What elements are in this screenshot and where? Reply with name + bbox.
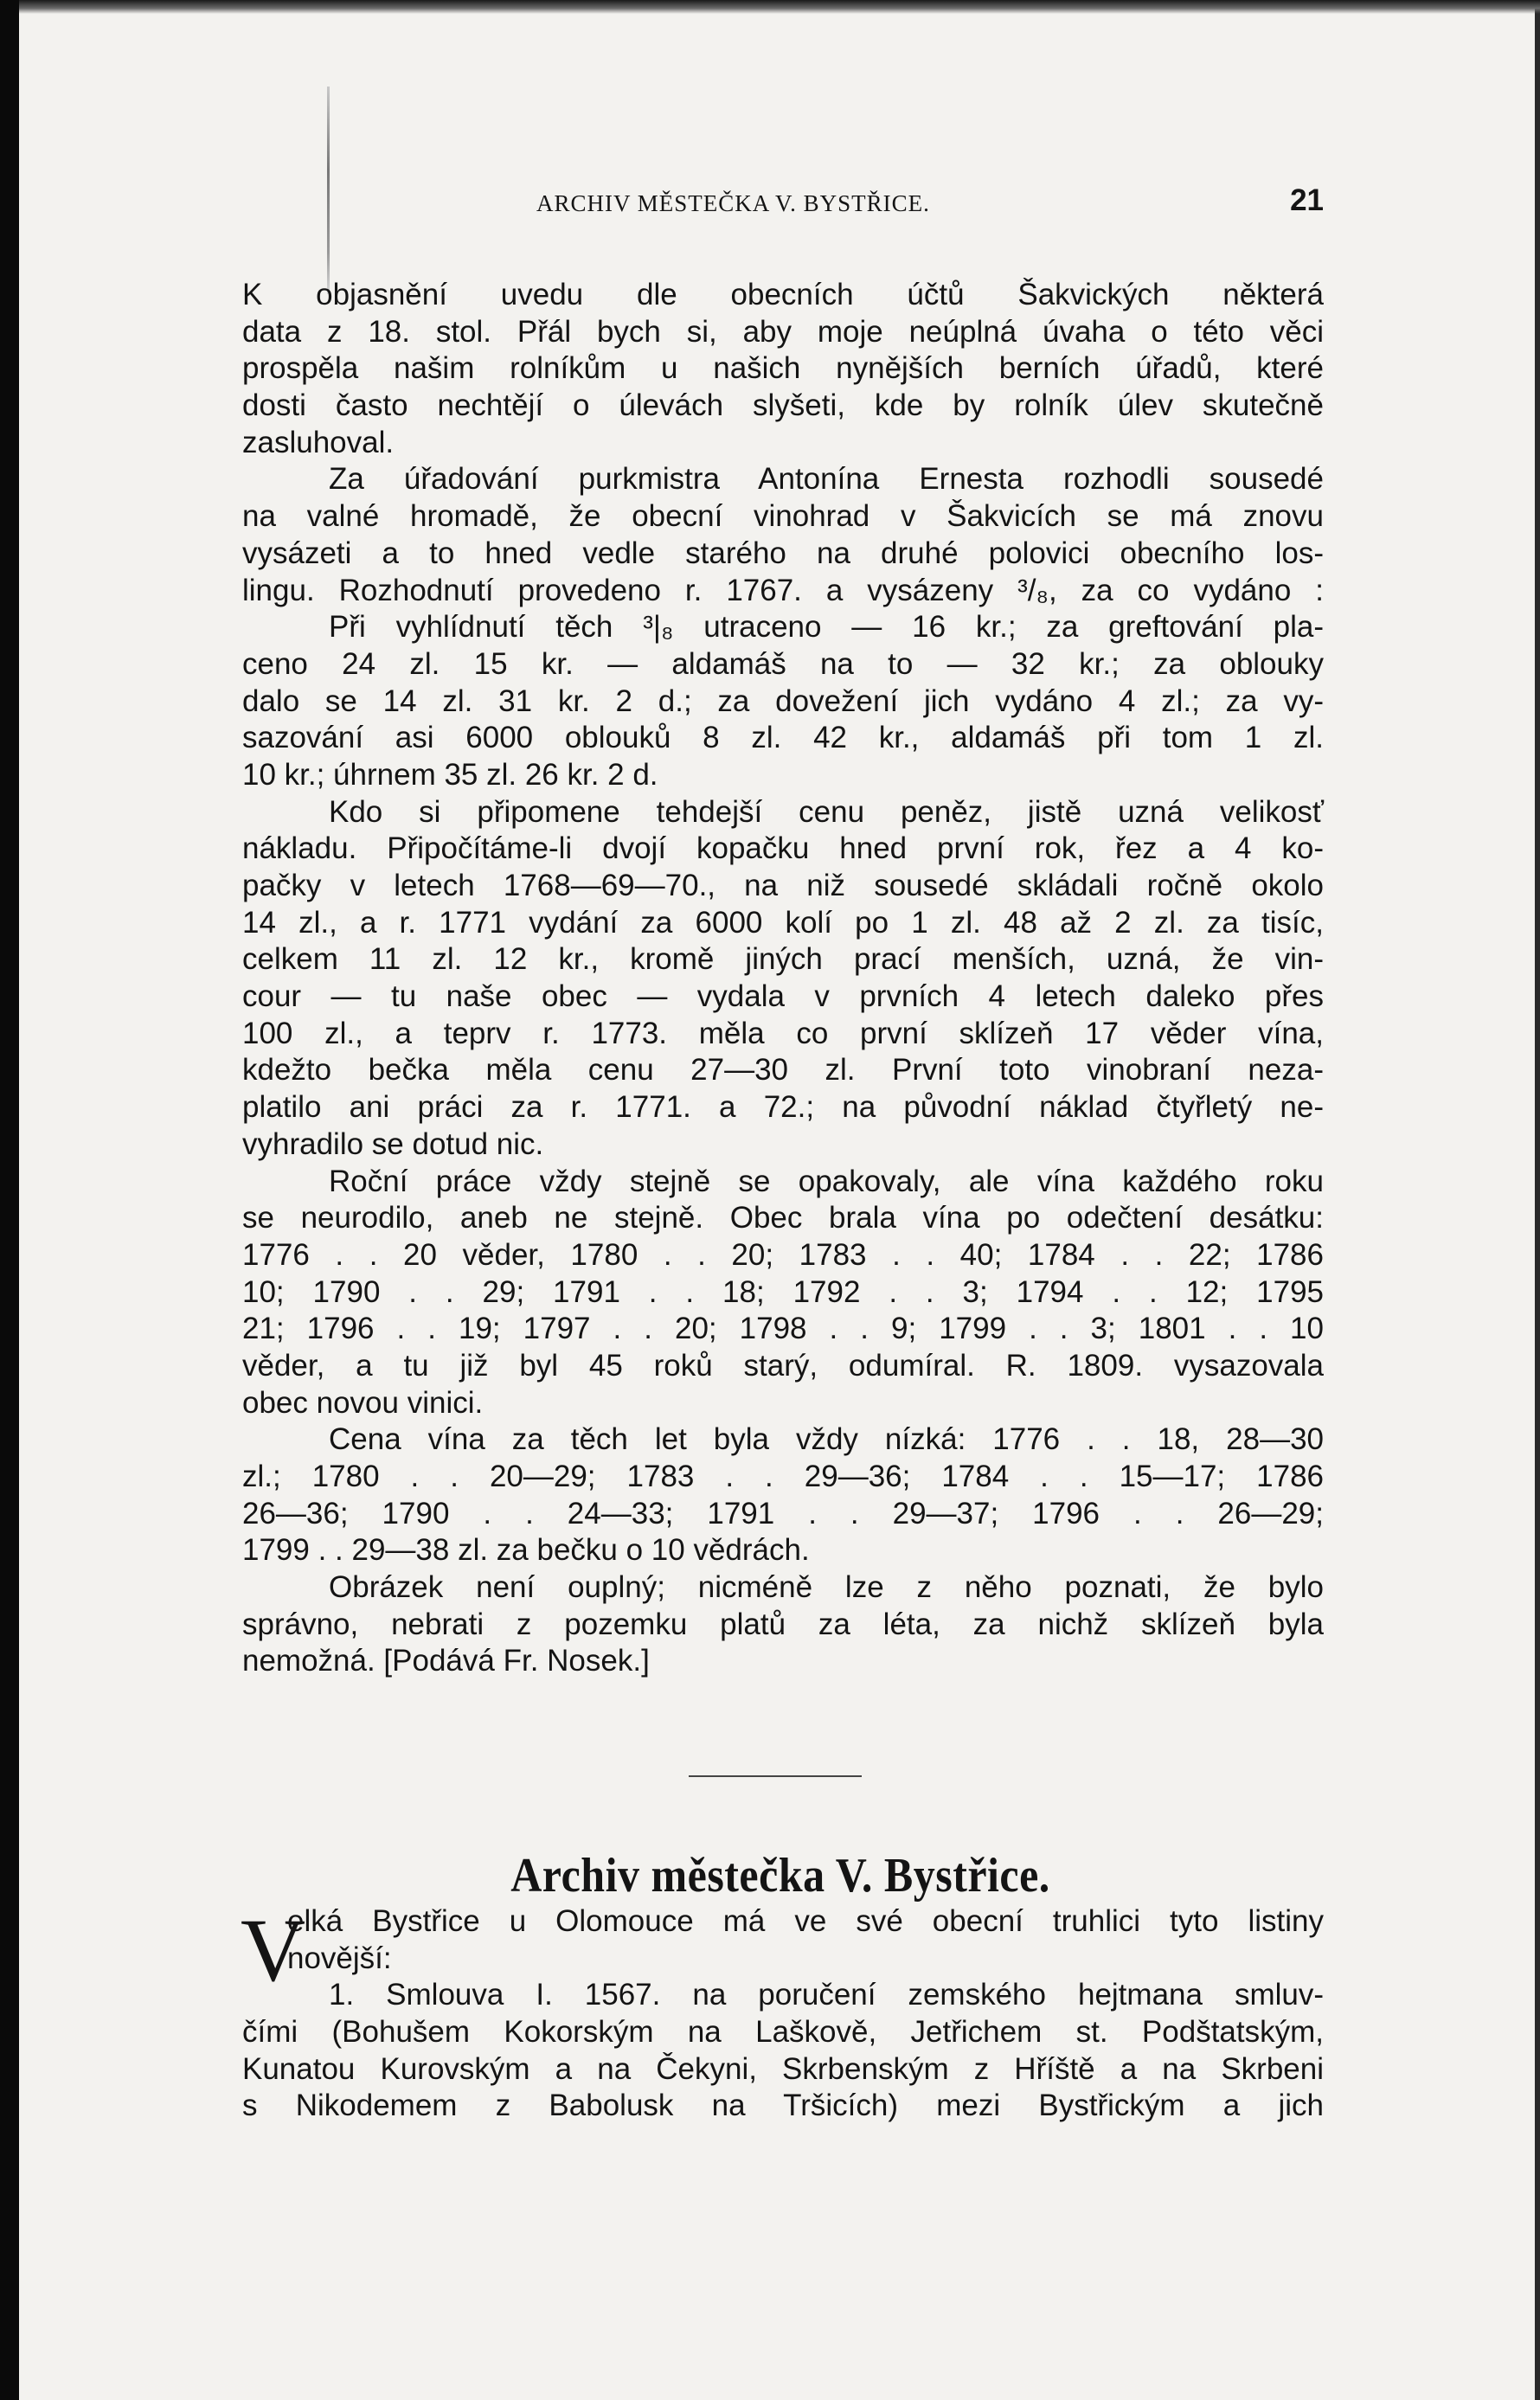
text-line: celkem 11 zl. 12 kr., kromě jiných prací menších, uzná, že vin- xyxy=(242,942,1324,977)
text-line: dalo se 14 zl. 31 kr. 2 d.; za dovežení jich vydáno 4 zl.; za vy- xyxy=(242,683,1324,718)
text-line: 100 zl., a teprv r. 1773. měla co první sklízeň 17 věder vína, xyxy=(242,1016,1324,1050)
text-line: Kunatou Kurovským a na Čekyni, Skrbenským z Hříště a na Skrbeni xyxy=(242,2051,1324,2086)
text-line: správno, nebrati z pozemku platů za léta, za nichž sklízeň byla xyxy=(242,1607,1324,1641)
text-line: 1. Smlouva I. 1567. na poručení zemského hejtmana smluv- xyxy=(329,1978,1324,2012)
text-line: prospěla našim rolníkům u našich nynějších berních úřadů, které xyxy=(242,351,1324,386)
text-line: 21; 1796 . . 19; 1797 . . 20; 1798 . . 9; 1799 . . 3; 1801 . . 10 xyxy=(242,1312,1324,1346)
text-line: čími (Bohušem Kokorským na Laškově, Jetřichem st. Podštatským, xyxy=(242,2015,1324,2050)
text-line: zasluhoval. xyxy=(242,425,395,459)
drop-cap: V xyxy=(241,1901,306,2000)
text-line: 10; 1790 . . 29; 1791 . . 18; 1792 . . 3; 1794 . . 12; 1795 xyxy=(242,1274,1324,1309)
body-text xyxy=(242,277,1324,1680)
text-line: ceno 24 zl. 15 kr. — aldamáš na to — 32 kr.; za oblouky xyxy=(242,646,1324,681)
text-line: lingu. Rozhodnutí provedeno r. 1767. a vysázeny ³/₈, za co vydáno : xyxy=(242,573,1324,607)
text-line: novější: xyxy=(287,1941,392,1975)
text-line: Při vyhlídnutí těch ³|₈ utraceno — 16 kr.; za greftování pla- xyxy=(329,610,1324,645)
scan-edge xyxy=(19,0,1540,14)
text-line: 1799 . . 29—38 zl. za bečku o 10 vědrách. xyxy=(242,1533,810,1568)
text-line: elká Bystřice u Olomouce má ve své obecní truhlici tyto listiny xyxy=(287,1904,1324,1938)
text-line: Kdo si připomene tehdejší cenu peněz, jistě uzná velikosť xyxy=(329,794,1324,829)
page-number: 21 xyxy=(1290,183,1324,217)
text-line: 10 kr.; úhrnem 35 zl. 26 kr. 2 d. xyxy=(242,757,658,792)
text-line: 14 zl., a r. 1771 vydání za 6000 kolí po 1 zl. 48 až 2 zl. za tisíc, xyxy=(242,905,1324,940)
text-line: zl.; 1780 . . 20—29; 1783 . . 29—36; 1784 . . 15—17; 1786 xyxy=(242,1460,1324,1493)
text-line: sazování asi 6000 oblouků 8 zl. 42 kr., aldamáš při tom 1 zl. xyxy=(242,721,1324,755)
text-line: data z 18. stol. Přál bych si, aby moje neúplná úvaha o této věci xyxy=(242,314,1324,349)
text-line: Cena vína za těch let byla vždy nízká: 1776 . . 18, 28—30 xyxy=(329,1422,1324,1457)
text-line: K objasnění uvedu dle obecních účtů Šakvických některá xyxy=(242,278,1324,311)
text-line: obec novou vinici. xyxy=(242,1385,484,1420)
text-line: nemožná. [Podává Fr. Nosek.] xyxy=(242,1644,650,1678)
text-line: pačky v letech 1768—69—70., na niž sousedé skládali ročně okolo xyxy=(242,869,1324,902)
text-line: Za úřadování purkmistra Antonína Ernesta rozhodli sousedé xyxy=(329,462,1324,497)
text-line: vyhradilo se dotud nic. xyxy=(242,1126,544,1161)
text-line: nákladu. Připočítáme-li dvojí kopačku hned první rok, řez a 4 ko- xyxy=(242,831,1324,866)
text-line: dosti často nechtějí o úlevách slyšeti, kde by rolník úlev skutečně xyxy=(242,388,1324,423)
section-body xyxy=(242,1903,1324,2125)
text-line: 1776 . . 20 věder, 1780 . . 20; 1783 . . 40; 1784 . . 22; 1786 xyxy=(242,1237,1324,1272)
text-line: věder, a tu již byl 45 roků starý, odumíral. R. 1809. vysazovala xyxy=(242,1348,1324,1383)
text-line: kdežto bečka měla cenu 27—30 zl. První toto vinobraní neza- xyxy=(242,1053,1324,1088)
section-title: Archiv městečka V. Bystřice. xyxy=(510,1847,1050,1903)
text-line: cour — tu naše obec — vydala v prvních 4 letech daleko přes xyxy=(242,979,1324,1014)
section-separator xyxy=(689,1775,862,1777)
text-line: s Nikodemem z Babolusk na Tršicích) mezi Bystřickým a jich xyxy=(242,2089,1324,2123)
text-line: na valné hromadě, že obecní vinohrad v Šakvicích se má znovu xyxy=(242,499,1324,534)
text-line: 26—36; 1790 . . 24—33; 1791 . . 29—37; 1796 . . 26—29; xyxy=(242,1496,1324,1530)
running-title: ARCHIV MĚSTEČKA V. BYSTŘICE. xyxy=(536,190,930,216)
text-line: vysázeti a to hned vedle starého na druhé polovici obecního los- xyxy=(242,536,1324,570)
page-header xyxy=(234,183,1324,227)
text-line: Obrázek není ouplný; nicméně lze z něho poznati, že bylo xyxy=(329,1570,1324,1605)
text-line: se neurodilo, aneb ne stejně. Obec brala vína po odečtení desátku: xyxy=(242,1201,1324,1235)
text-line: platilo ani práci za r. 1771. a 72.; na původní náklad čtyřletý ne- xyxy=(242,1090,1324,1125)
text-line: Roční práce vždy stejně se opakovaly, ale vína každého roku xyxy=(329,1164,1324,1198)
